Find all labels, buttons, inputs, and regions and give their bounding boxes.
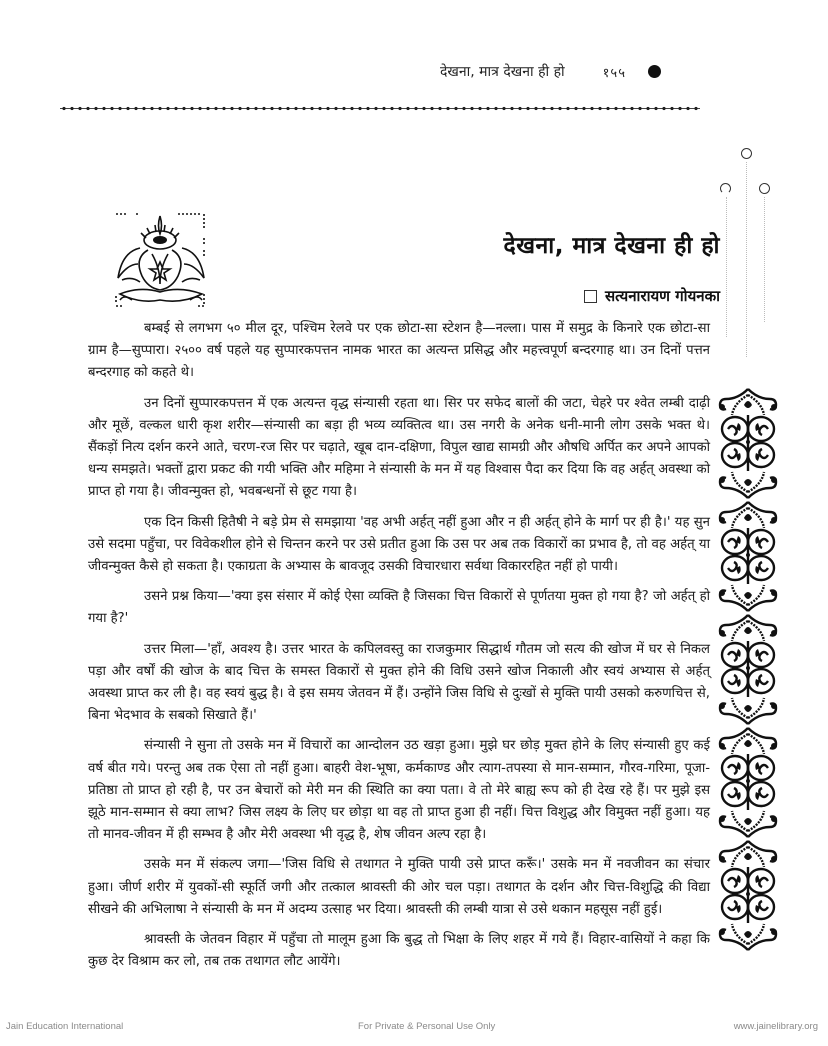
paragraph: उसके मन में संकल्प जगा—'जिस विधि से तथागत ने मुक्ति पायी उसे प्राप्त करूँ।' उसके मन में नवजीवन का संचार हुआ। जीर्ण शरीर में युवकों-सी स्फूर्ति जगी और तत्काल श्रावस्ती की ओर चल पड़ा। तथागत के दर्शन और चित्त-विशुद्धि की विद्या सीखने की अभिलाषा ने संन्यासी के मन में अदम्य उत्साह भर दिया। श्रावस्ती की लम्बी यात्रा से उसे थकान महसूस नहीं हुई। [88,857,710,917]
footer-website-link[interactable]: www.jainelibrary.org [733,1021,818,1032]
binding-ring-icon [720,183,731,194]
author-byline [500,286,720,306]
ornamental-border [718,387,778,952]
running-title: देखना, मात्र देखना ही हो [440,64,565,80]
binding-thread [746,162,747,357]
lotus-swans-emblem-icon [112,210,210,310]
binding-thread [726,197,727,337]
paragraph: संन्यासी ने सुना तो उसके मन में विचारों का आन्दोलन उठ खड़ा हुआ। मुझे घर छोड़ मुक्त होने के लिए संन्यासी हुए कई वर्ष बीत गये। परन्तु अब तक ऐसा तो नहीं हुआ। बाहरी वेश-भूषा, कर्मकाण्ड और त्याग-तपस्या से मान-सम्मान, गौरव-गरिमा, पूजा-प्रतिष्ठा तो प्राप्त हो रही है, पर उन बेचारों को मेरी मन की स्थिति का क्या पता। वे तो मेरे बाह्य रूप को ही देख रहे हैं। पर मुझे इस झूठे मान-सम्मान से क्या लाभ? जिस लक्ष्य के लिए घर छोड़ा था वह तो प्राप्त हुआ ही नहीं। चित्त विशुद्ध और विमुक्त नहीं हुआ। यह तो मानव-जीवन में ही सम्भव है और मेरी अवस्था भी वृद्ध है, शेष जीवन अल्प रहा है। [88,738,710,843]
article-title: देखना, मात्र देखना ही हो [503,233,720,259]
binding-thread [764,197,765,322]
page-number: १५५ [602,65,626,81]
running-header [440,62,710,81]
footer-publisher: Jain Education International [6,1021,124,1032]
footer-usage-note: For Private & Personal Use Only [358,1021,496,1032]
floral-border-motif-icon [718,726,778,839]
paragraph: उत्तर मिला—'हाँ, अवश्य है। उत्तर भारत के कपिलवस्तु का राजकुमार सिद्धार्थ गौतम जो सत्य की खोज में घर से निकल पड़ा और वर्षों की खोज के बाद चित्त के समस्त विकारों से मुक्त होने की विधि उसने खोज निकाली और स्वयं अभ्यास से अर्हत् अवस्था प्राप्त कर ली है। वह स्वयं बुद्ध है। वे इस समय जेतवन में हैं। उन्होंने जिस विधि से दुःखों से मुक्ति पायी उसको करुणचित्त से, बिना भेदभाव के सबको सिखाते हैं।' [88,641,710,724]
paragraph: बम्बई से लगभग ५० मील दूर, पश्चिम रेलवे पर एक छोटा-सा स्टेशन है—नल्ला। पास में समुद्र के किनारे एक छोटा-सा ग्राम है—सुप्पारा। २५०० वर्ष पहले यह सुप्पारकपत्तन नामक भारत का अत्यन्त प्रसिद्ध और महत्त्वपूर्ण बन्दरगाह था। उन दिनों पत्तन बन्दरगाह को कहते थे। [88,321,710,381]
paragraph: उन दिनों सुप्पारकपत्तन में एक अत्यन्त वृद्ध संन्यासी रहता था। सिर पर सफेद बालों की जटा, चेहरे पर श्वेत लम्बी दाढ़ी और मूछें, वल्कल धारी कृश शरीर—संन्यासी का बड़ा ही भव्य व्यक्तित्व था। उस नगरी के अनेक धनी-मानी लोग उसके भक्त थे। सैंकड़ों नित्य दर्शन करने आते, चरण-रज सिर पर चढ़ाते, खूब दान-दक्षिणा, विपुल खाद्य सामग्री और औषधि अर्पित कर अपने आपको धन्य समझते। भक्तों द्वारा प्रकट की गयी भक्ति और महिमा ने संन्यासी के मन में यह विश्वास पैदा कर दिया कि वह अर्हत् अवस्था को प्राप्त हो गया है। जीवन्मुक्त हो, भवबन्धनों से छूट गया है। [88,395,710,500]
dotted-divider [60,108,700,109]
filled-circle-icon [648,65,661,78]
binding-ring-icon [741,148,752,159]
floral-border-motif-icon [718,613,778,726]
paragraph: उसने प्रश्न किया—'क्या इस संसार में कोई ऐसा व्यक्ति है जिसका चित्त विकारों से पूर्णतया मुक्त हो गया है? जो अर्हत् हो गया है?' [88,589,710,627]
floral-border-motif-icon [718,387,778,500]
paragraph: श्रावस्ती के जेतवन विहार में पहुँचा तो मालूम हुआ कि बुद्ध तो भिक्षा के लिए शहर में गये हैं। विहार-वासियों ने कहा कि कुछ देर विश्राम कर लो, तब तक तथागत लौट आयेंगे। [88,932,710,970]
floral-border-motif-icon [718,839,778,952]
floral-border-motif-icon [718,500,778,613]
author-name: सत्यनारायण गोयनका [605,287,720,305]
paragraph: एक दिन किसी हितैषी ने बड़े प्रेम से समझाया 'वह अभी अर्हत् नहीं हुआ और न ही अर्हत् होने के मार्ग पर ही है।' यह सुन उसे सदमा पहुँचा, पर विवेकशील होने से चिन्तन करने पर उसे प्रतीत हुआ कि उस पर अब तक विकारों का प्रभाव है, तो वह अर्हत् या जीवन्मुक्त कैसे हो सकता है। एकाग्रता के अभ्यास के बावजूद उसकी विचारधारा सर्वथा विकाररहित नहीं हो पायी। [88,514,710,575]
binding-ring-icon [759,183,770,194]
empty-square-icon [584,290,597,303]
article-body [88,318,710,981]
page-footer [0,1021,828,1035]
